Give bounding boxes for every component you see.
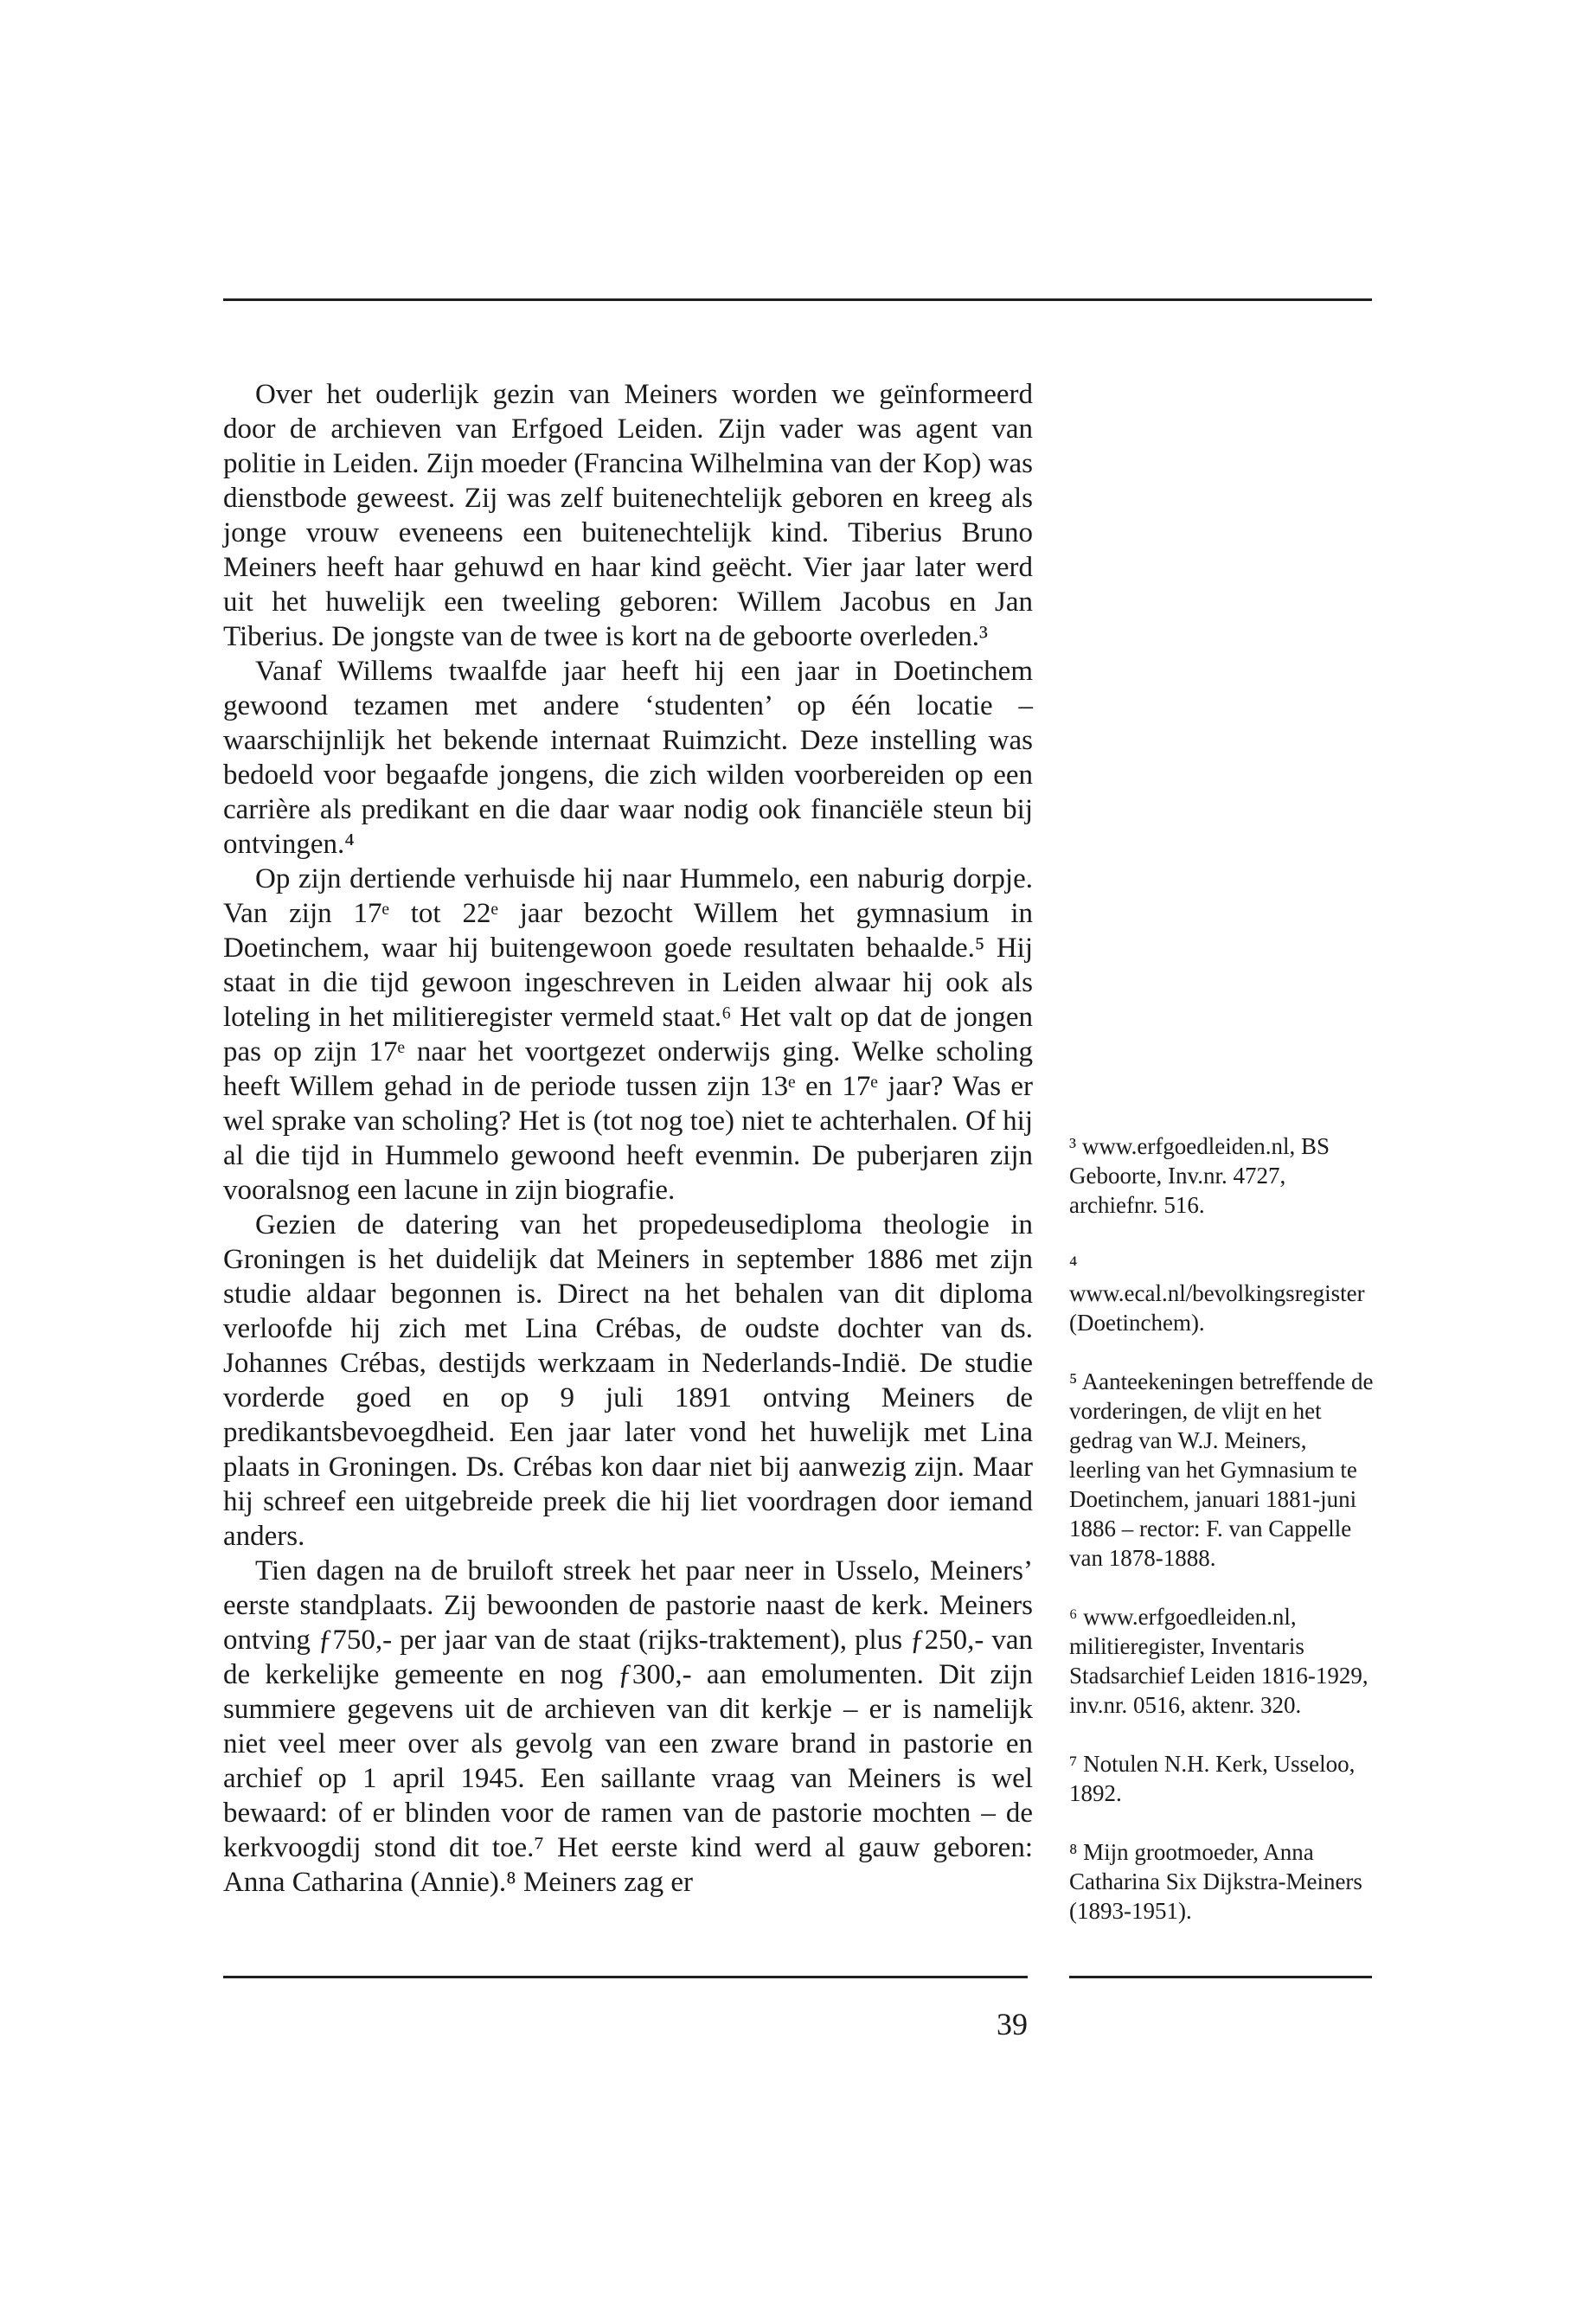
top-rule <box>223 298 1372 301</box>
footnote-6: ⁶ www.erfgoedleiden.nl, militieregister, Inventaris Stadsarchief Leiden 1816-1929, inv.nr. 0516, aktenr. 320. <box>1069 1604 1368 1718</box>
footnote-8: ⁸ Mijn grootmoeder, Anna Catharina Six Dijkstra-Meiners (1893-1951). <box>1069 1839 1362 1924</box>
page-number: 39 <box>997 2007 1028 2041</box>
footnote-3: ³ www.erfgoedleiden.nl, BS Geboorte, Inv.nr. 4727, archiefnr. 516. <box>1069 1133 1330 1218</box>
footnote-5: ⁵ Aanteekeningen betreffende de vorderingen, de vlijt en het gedrag van W.J. Meiners, leerling van het Gymnasium te Doetinchem, januari 1881-juni 1886 – rector: F. van Cappelle van 1878-1888. <box>1069 1368 1374 1571</box>
paragraph-family: Over het ouderlijk gezin van Meiners worden we geïnformeerd door de archieven van Erfgoed Leiden. Zijn vader was agent van politie in Leiden. Zijn moeder (Francina Wilhelmina van der Kop) was dienstbode geweest. Zij was zelf buitenechtelijk geboren en kreeg als jonge vrouw eveneens een buitenechtelijk kind. Tiberius Bruno Meiners heeft haar gehuwd en haar kind geëcht. Vier jaar later werd uit het huwelijk een tweeling geboren: Willem Jacobus en Jan Tiberius. De jongste van de twee is kort na de geboorte overleden.³ <box>223 379 1033 652</box>
bottom-rule-margin-column <box>1069 1976 1372 1978</box>
footnote-4: ⁴ www.ecal.nl/bevolkingsregister (Doetinchem). <box>1069 1251 1365 1336</box>
bottom-rule-main-column <box>223 1976 1028 1978</box>
paragraph-usselo: Tien dagen na de bruiloft streek het paar neer in Usselo, Meiners’ eerste standplaats. Zij bewoonden de pastorie naast de kerk. Meiners ontving ƒ750,- per jaar van de staat (rijks-traktement), plus ƒ250,- van de kerkelijke gemeente en nog ƒ300,- aan emolumenten. Dit zijn summiere gegevens uit de archieven van dit kerkje – er is namelijk niet veel meer over als gevolg van een zware brand in pastorie en archief op 1 april 1945. Een saillante vraag van Meiners is wel bewaard: of er blinden voor de ramen van de pastorie mochten – de kerkvoogdij stond dit toe.⁷ Het eerste kind werd al gauw geboren: Anna Catharina (Annie).⁸ Meiners zag er <box>223 1555 1033 1898</box>
main-text-column <box>223 377 1033 1900</box>
paragraph-groningen-study: Gezien de datering van het propedeusediploma theologie in Groningen is het duidelijk dat Meiners in september 1886 met zijn studie aldaar begonnen is. Direct na het behalen van dit diploma verloofde hij zich met Lina Crébas, de oudste dochter van ds. Johannes Crébas, destijds werkzaam in Nederlands-Indië. De studie vorderde goed en op 9 juli 1891 ontving Meiners de predikantsbevoegdheid. Een jaar later vond het huwelijk met Lina plaats in Groningen. Ds. Crébas kon daar niet bij aanwezig zijn. Maar hij schreef een uitgebreide preek die hij liet voordragen door iemand anders. <box>223 1209 1033 1552</box>
footnote-column <box>1069 1131 1374 1955</box>
footnote-7: ⁷ Notulen N.H. Kerk, Usseloo, 1892. <box>1069 1751 1356 1806</box>
paragraph-doetinchem: Vanaf Willems twaalfde jaar heeft hij een jaar in Doetinchem gewoond tezamen met andere ‘studenten’ op één locatie – waarschijnlijk het bekende internaat Ruimzicht. Deze instelling was bedoeld voor begaafde jongens, die zich wilden voorbereiden op een carrière als predikant en die daar waar nodig ook financiële steun bij ontvingen.⁴ <box>223 656 1033 860</box>
paragraph-hummelo: Op zijn dertiende verhuisde hij naar Hummelo, een naburig dorpje. Van zijn 17ᵉ tot 22ᵉ jaar bezocht Willem het gymnasium in Doetinchem, waar hij buitengewoon goede resultaten behaalde.⁵ Hij staat in die tijd gewoon ingeschreven in Leiden alwaar hij ook als loteling in het militieregister vermeld staat.⁶ Het valt op dat de jongen pas op zijn 17ᵉ naar het voortgezet onderwijs ging. Welke scholing heeft Willem gehad in de periode tussen zijn 13ᵉ en 17ᵉ jaar? Was er wel sprake van scholing? Het is (tot nog toe) niet te achterhalen. Of hij al die tijd in Hummelo gewoond heeft evenmin. De puberjaren zijn vooralsnog een lacune in zijn biografie. <box>223 863 1033 1206</box>
